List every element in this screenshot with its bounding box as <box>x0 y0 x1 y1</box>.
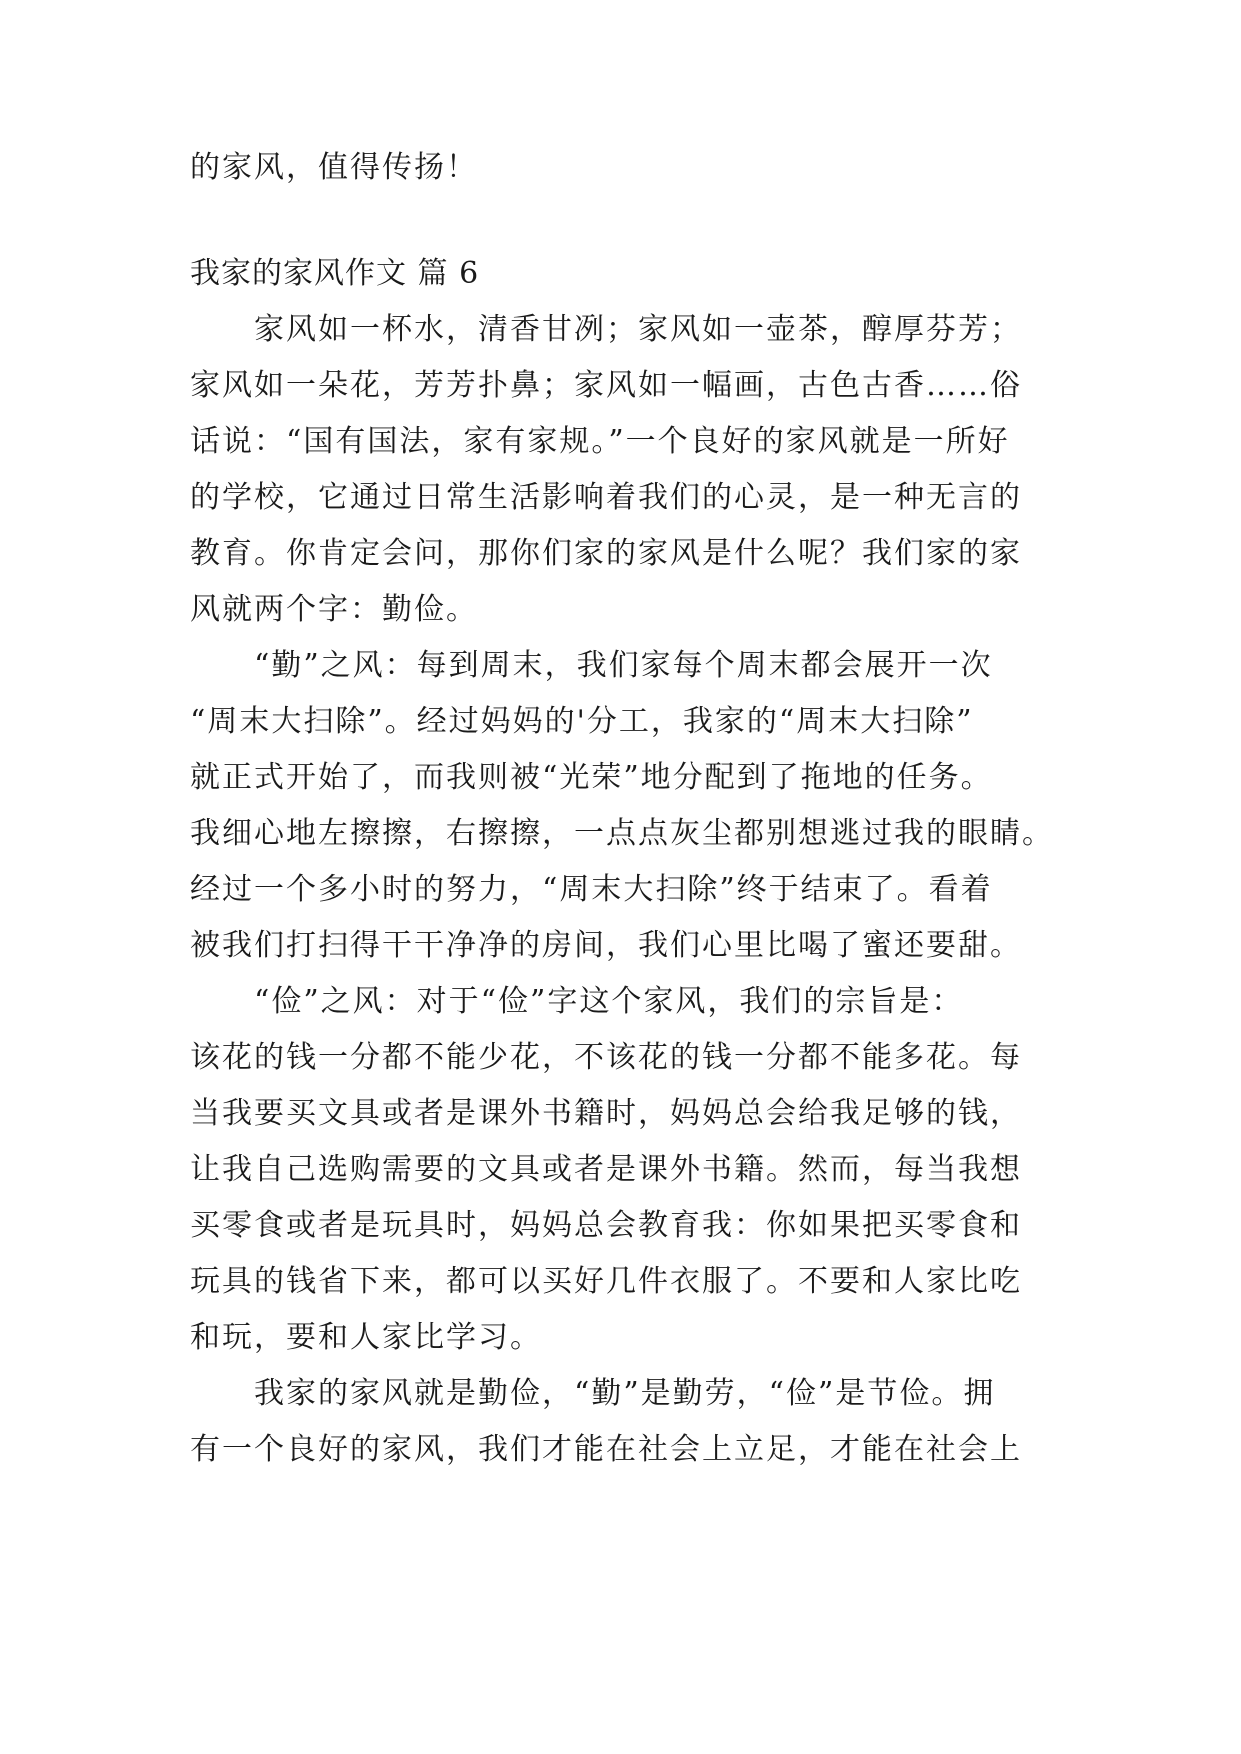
paragraph-line: 玩具的钱省下来，都可以买好几件衣服了。不要和人家比吃 <box>190 1264 1022 1299</box>
paragraph-line: 买零食或者是玩具时，妈妈总会教育我：你如果把买零食和 <box>190 1208 1022 1243</box>
carryover-line: 的家风，值得传扬！ <box>190 150 478 185</box>
paragraph-line: 家风如一朵花，芳芳扑鼻；家风如一幅画，古色古香……俗 <box>190 368 1022 403</box>
paragraph-line: 经过一个多小时的努力，“周末大扫除”终于结束了。看着 <box>190 872 993 907</box>
paragraph-line: 让我自己选购需要的文具或者是课外书籍。然而，每当我想 <box>190 1152 1022 1187</box>
paragraph-line: 有一个良好的家风，我们才能在社会上立足，才能在社会上 <box>190 1432 1022 1467</box>
paragraph-line: 的学校，它通过日常生活影响着我们的心灵，是一种无言的 <box>190 480 1022 515</box>
paragraph-line: 我家的家风就是勤俭，“勤”是勤劳，“俭”是节俭。拥 <box>190 1376 996 1411</box>
paragraph-line: “勤”之风：每到周末，我们家每个周末都会展开一次 <box>190 648 993 683</box>
essay-heading: 我家的家风作文 篇 6 <box>190 256 480 291</box>
paragraph-line: “周末大扫除”。经过妈妈的'分工，我家的“周末大扫除” <box>190 704 974 739</box>
paragraph-line: 当我要买文具或者是课外书籍时，妈妈总会给我足够的钱， <box>190 1096 1022 1131</box>
paragraph-line: 风就两个字：勤俭。 <box>190 592 478 627</box>
paragraph-line: 家风如一杯水，清香甘冽；家风如一壶茶，醇厚芬芳； <box>190 312 1022 347</box>
paragraph-line: 该花的钱一分都不能少花，不该花的钱一分都不能多花。每 <box>190 1040 1022 1075</box>
paragraph-line: 教育。你肯定会问，那你们家的家风是什么呢？我们家的家 <box>190 536 1022 571</box>
paragraph-line: “俭”之风：对于“俭”字这个家风，我们的宗旨是： <box>190 984 964 1019</box>
paragraph-line: 话说：“国有国法，家有家规。”一个良好的家风就是一所好 <box>190 424 1010 459</box>
paragraph-line: 我细心地左擦擦，右擦擦，一点点灰尘都别想逃过我的眼睛。 <box>190 816 1054 851</box>
paragraph-line: 被我们打扫得干干净净的房间，我们心里比喝了蜜还要甜。 <box>190 928 1022 963</box>
paragraph-line: 就正式开始了，而我则被“光荣”地分配到了拖地的任务。 <box>190 760 993 795</box>
paragraph-line: 和玩，要和人家比学习。 <box>190 1320 542 1355</box>
